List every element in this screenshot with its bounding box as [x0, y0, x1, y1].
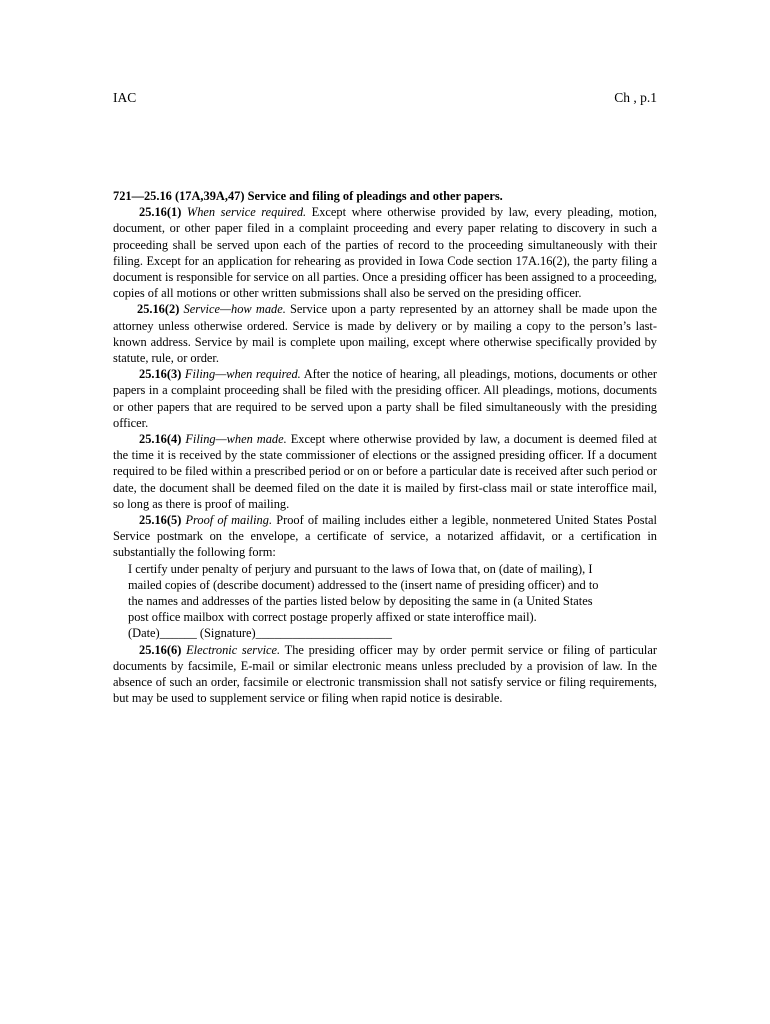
subrule-text: Proof of mailing includes either a legible, nonmetered United States Postal Service postmark on the envelope, a certificate of service, a notarized affidavit, or a certification in substantially the following form:	[113, 513, 657, 560]
certification-line: mailed copies of (describe document) addressed to the (insert name of presiding officer) and to	[128, 577, 599, 592]
header-source: IAC	[113, 90, 137, 105]
subrule-text: Except where otherwise provided by law, a document is deemed filed at the time it is received by the state commissioner of elections or the assigned presiding officer. If a document required to be filed within a prescribed period or on or before a particular date is received after such period or date, the document shall be deemed filed on the date it is mailed by first-class mail or state interoffice mail, so long as there is proof of mailing.	[113, 432, 657, 511]
subrule-text: Except where otherwise provided by law, every pleading, motion, document, or other paper filed in a complaint proceeding and every paper relating to discovery in such a proceeding shall be served upon each of the parties of record to the proceeding simultaneously with their filing. Except for an application for rehearing as provided in Iowa Code section 17A.16(2), the party filing a document is responsible for service on all parties. Once a presiding officer has been assigned to a proceeding, copies of all motions or other written submissions shall also be served on the presiding officer.	[113, 205, 657, 301]
subrule-text: The presiding officer may by order permit service or filing of particular documents by facsimile, E-mail or similar electronic means unless precluded by a provision of law. In the absence of such an order, facsimile or electronic transmission shall not satisfy service or filing requirements, but may be used to supplement service or filing when rapid notice is desirable.	[113, 642, 657, 706]
header-page-number: Ch , p.1	[614, 90, 657, 105]
subrule-2	[113, 301, 657, 366]
subrule-5	[113, 512, 657, 561]
subrule-number: 25.16(6)	[139, 642, 182, 657]
subrule-text: After the notice of hearing, all pleadings, motions, documents or other papers in a complaint proceeding shall be filed with the presiding officer. All pleadings, motions, documents or other papers that are required to be served upon a party shall be filed simultaneously with the presiding officer.	[113, 367, 657, 430]
subrule-heading: When service required.	[186, 205, 307, 220]
subrule-3	[113, 366, 657, 431]
rule-title: 721—25.16 (17A,39A,47) Service and filing of pleadings and other papers.	[113, 189, 503, 203]
signature-line: (Date)______ (Signature)______________________	[128, 626, 392, 641]
subrule-1	[113, 204, 657, 301]
subrule-6	[113, 642, 657, 707]
subrule-number: 25.16(4)	[139, 432, 182, 447]
rule-body	[113, 188, 657, 707]
subrule-heading: Electronic service.	[186, 642, 281, 657]
subrule-heading: Filing—when required.	[184, 367, 301, 382]
subrule-number: 25.16(5)	[139, 513, 182, 528]
certification-line: post office mailbox with correct postage properly affixed or state interoffice mail).	[128, 610, 537, 625]
subrule-4	[113, 431, 657, 512]
subrule-heading: Service—how made.	[183, 302, 286, 317]
subrule-heading: Filing—when made.	[185, 432, 287, 447]
subrule-number: 25.16(3)	[139, 367, 182, 382]
subrule-number: 25.16(2)	[137, 302, 180, 317]
subrule-number: 25.16(1)	[139, 205, 182, 220]
certification-line: I certify under penalty of perjury and pursuant to the laws of Iowa that, on (date of mailing), I	[128, 561, 593, 576]
subrule-heading: Proof of mailing.	[185, 513, 273, 528]
certification-form	[128, 561, 638, 642]
certification-line: the names and addresses of the parties listed below by depositing the same in (a United States	[128, 594, 593, 609]
subrule-text: Service upon a party represented by an attorney shall be made upon the attorney unless otherwise ordered. Service is made by delivery or by mailing a copy to the person’s last-known address. Service by mail is complete upon mailing, except where otherwise specifically provided by statute, rule, or order.	[113, 302, 657, 366]
